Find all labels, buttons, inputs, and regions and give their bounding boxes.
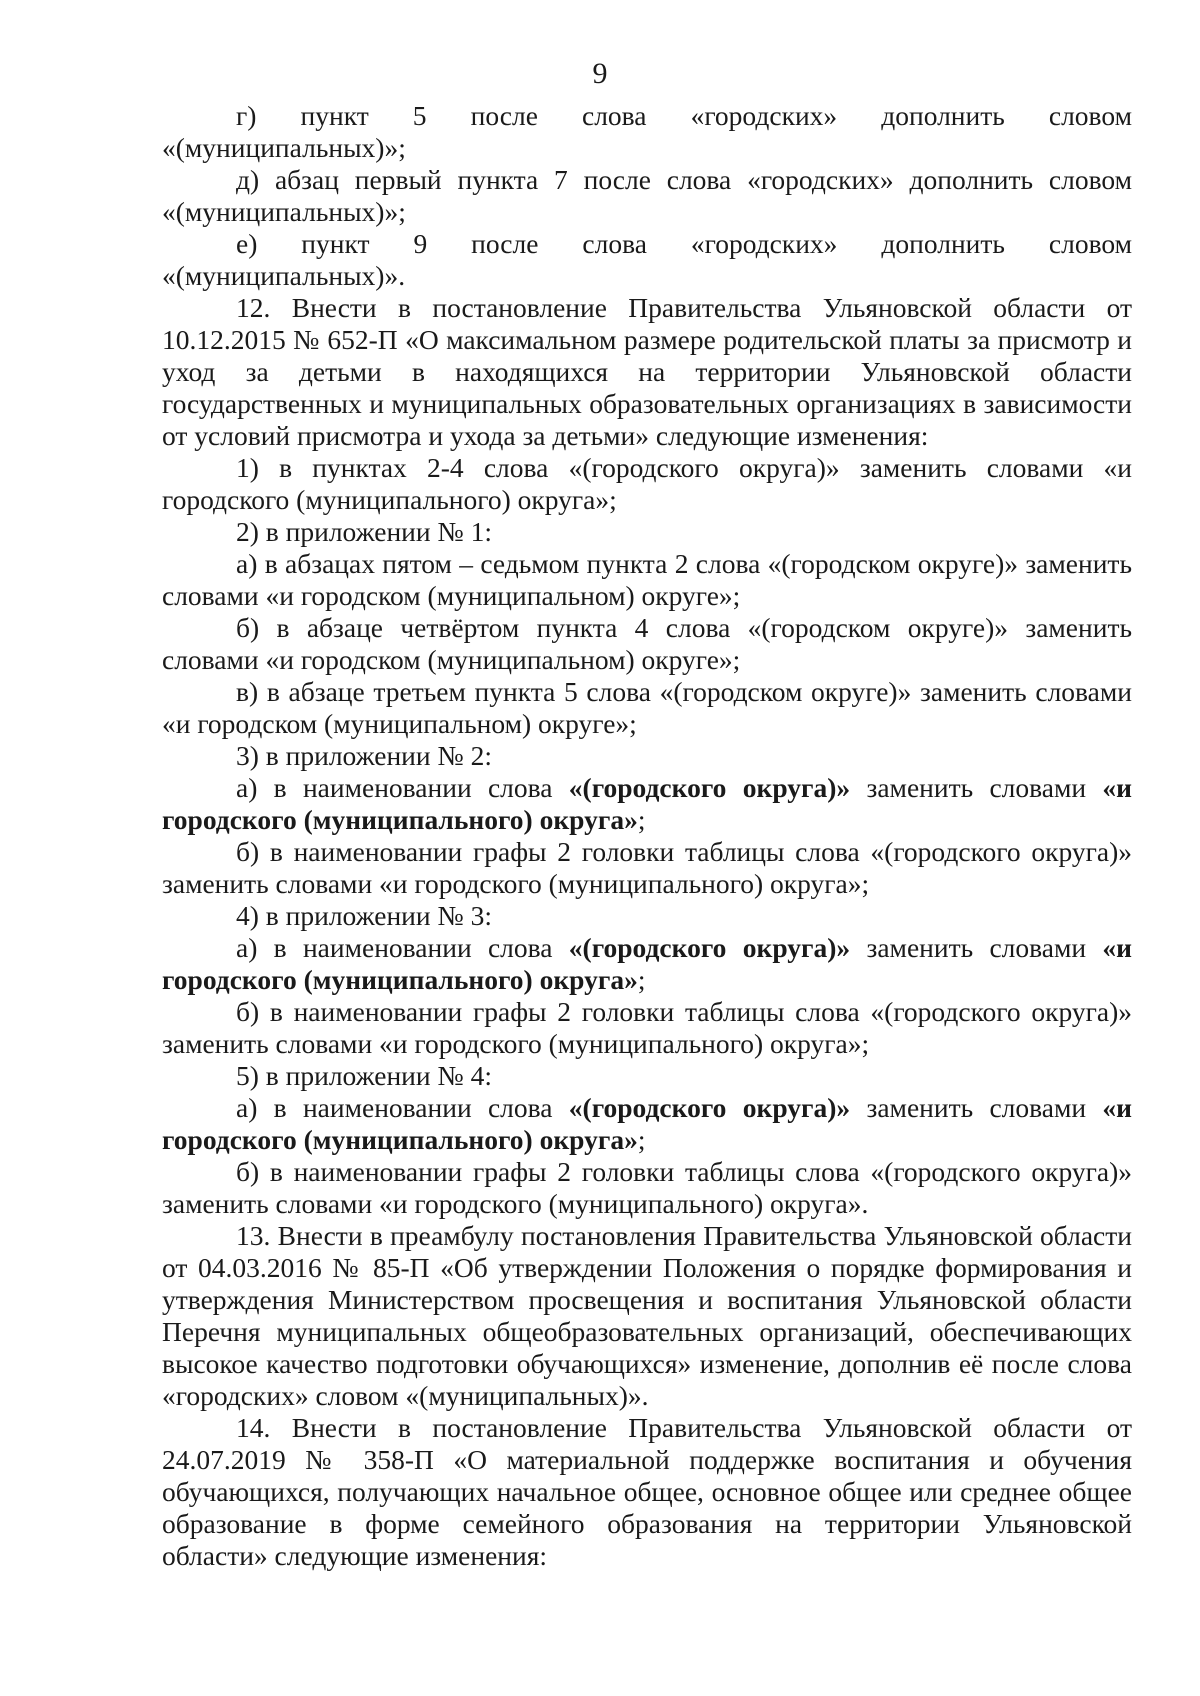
bold-text: «(городского округа)» <box>568 932 851 963</box>
paragraph-text: заменить словами <box>850 1092 1103 1123</box>
paragraph: 4) в приложении № 3: <box>236 900 492 931</box>
paragraph: 2) в приложении № 1: <box>236 516 492 547</box>
paragraph-first-line: д) абзац первый пункта 7 после слова «городских» дополнить словом <box>236 164 1132 195</box>
paragraph: б) в наименовании графы 2 головки таблицы слова «(городского округа)» заменить словами «и городского (муниципального) округа»; <box>162 996 1132 1059</box>
paragraph <box>162 1092 1132 1156</box>
paragraph-first-line: е) пункт 9 после слова «городских» дополнить словом <box>236 228 1132 259</box>
bold-text: «и городского (муниципального) округа» <box>162 1092 1132 1155</box>
paragraph: б) в абзаце четвёртом пункта 4 слова «(городском округе)» заменить словами «и городском (муниципальном) округе»; <box>162 612 1132 675</box>
paragraph: б) в наименовании графы 2 головки таблицы слова «(городского округа)» заменить словами «и городского (муниципального) округа». <box>162 1156 1132 1219</box>
bold-text: «и городского (муниципального) округа» <box>162 772 1132 835</box>
bold-text: «(городского округа)» <box>568 772 851 803</box>
paragraph: 5) в приложении № 4: <box>236 1060 492 1091</box>
paragraph: б) в наименовании графы 2 головки таблицы слова «(городского округа)» заменить словами «и городского (муниципального) округа»; <box>162 836 1132 899</box>
paragraph: 12. Внести в постановление Правительства Ульяновской области от 10.12.2015 № 652-П «О максимальном размере родительской платы за присмотр и уход за детьми в находящихся на территории Ульяновской области государственных и муниципальных образовательных организациях в зависимости от условий присмотра и ухода за детьми» следующие изменения: <box>162 292 1132 451</box>
paragraph <box>162 772 1132 836</box>
paragraph-text: заменить словами <box>850 932 1103 963</box>
paragraph-text: ; <box>637 1124 646 1155</box>
paragraph: а) в абзацах пятом – седьмом пункта 2 слова «(городском округе)» заменить словами «и городском (муниципальном) округе»; <box>162 548 1132 611</box>
paragraph: 3) в приложении № 2: <box>236 740 492 771</box>
bold-text: «(городского округа)» <box>568 1092 851 1123</box>
paragraph <box>162 932 1132 996</box>
paragraph: 13. Внести в преамбулу постановления Правительства Ульяновской области от 04.03.2016 № 85-П «Об утверждении Положения о порядке формирования и утверждения Министерством просвещения и воспитания Ульяновской области Перечня муниципальных общеобразовательных организаций, обеспечивающих высокое качество подготовки обучающихся» изменение, дополнив её после слова «городских» словом «(муниципальных)». <box>162 1220 1132 1411</box>
paragraph-continuation: «(муниципальных)»; <box>162 196 406 227</box>
paragraph-text: а) в наименовании слова <box>236 772 569 803</box>
paragraph-continuation: «(муниципальных)»; <box>162 132 406 163</box>
document-body <box>162 100 1132 1572</box>
paragraph-text: ; <box>637 804 646 835</box>
paragraph-first-line: г) пункт 5 после слова «городских» дополнить словом <box>236 100 1132 131</box>
paragraph-text: ; <box>637 964 646 995</box>
bold-text: «и городского (муниципального) округа» <box>162 932 1132 995</box>
paragraph-text: заменить словами <box>850 772 1103 803</box>
page-number: 9 <box>592 57 608 90</box>
paragraph-text: а) в наименовании слова <box>236 932 569 963</box>
paragraph: 14. Внести в постановление Правительства Ульяновской области от 24.07.2019 № 358-П «О материальной поддержке воспитания и обучения обучающихся, получающих начальное общее, основное общее или среднее общее образование в форме семейного образования на территории Ульяновской области» следующие изменения: <box>162 1412 1132 1571</box>
paragraph-continuation: «(муниципальных)». <box>162 260 406 291</box>
paragraph: 1) в пунктах 2-4 слова «(городского округа)» заменить словами «и городского (муниципального) округа»; <box>162 452 1132 515</box>
paragraph: в) в абзаце третьем пункта 5 слова «(городском округе)» заменить словами «и городском (муниципальном) округе»; <box>162 676 1132 739</box>
paragraph-text: а) в наименовании слова <box>236 1092 569 1123</box>
